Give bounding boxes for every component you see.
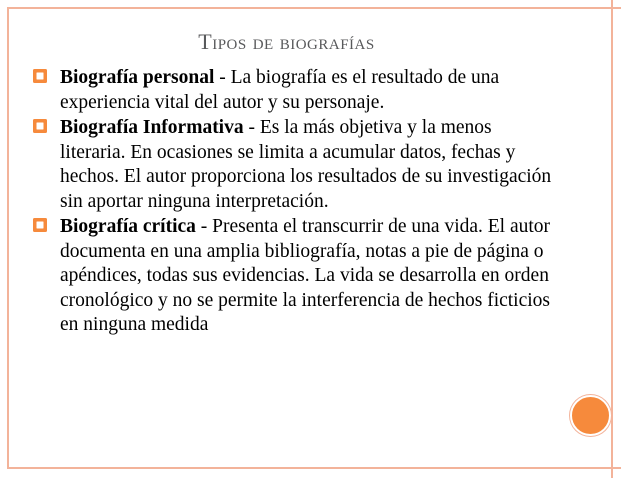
vertical-rule [611, 0, 613, 478]
orange-circle-icon [570, 395, 611, 436]
bullet-text: - Presenta el transcurrir de una vida. El autor documenta en una amplia bibliografía, notas a pie de página o apéndices, todas sus evidencias. La vida se desarrolla en orden cronológico y no se permite la interferencia de hechos ficticios en ninguna medida [60, 216, 551, 335]
bullet-term: Biografía personal [60, 67, 215, 88]
bullet-item-personal [32, 66, 552, 115]
bullet-marker-icon [32, 217, 48, 233]
bullet-term: Biografía Informativa [60, 117, 244, 138]
bullet-marker-icon [32, 68, 48, 84]
bullet-item-critica [32, 215, 552, 338]
bullet-item-informativa [32, 116, 552, 214]
bullet-marker-icon [32, 118, 48, 134]
slide-title: Tipos de biografías [198, 29, 375, 54]
bullet-text: - Es la más objetiva y la menos literaria. En ocasiones se limita a acumular datos, fechas y hechos. El autor proporciona los resultados de su investigación sin aportar ninguna interpretación. [60, 117, 552, 212]
bullet-term: Biografía crítica [60, 216, 196, 237]
bullet-list [32, 66, 552, 339]
bullet-text: - La biografía es el resultado de una experiencia vital del autor y su personaje. [60, 67, 500, 113]
